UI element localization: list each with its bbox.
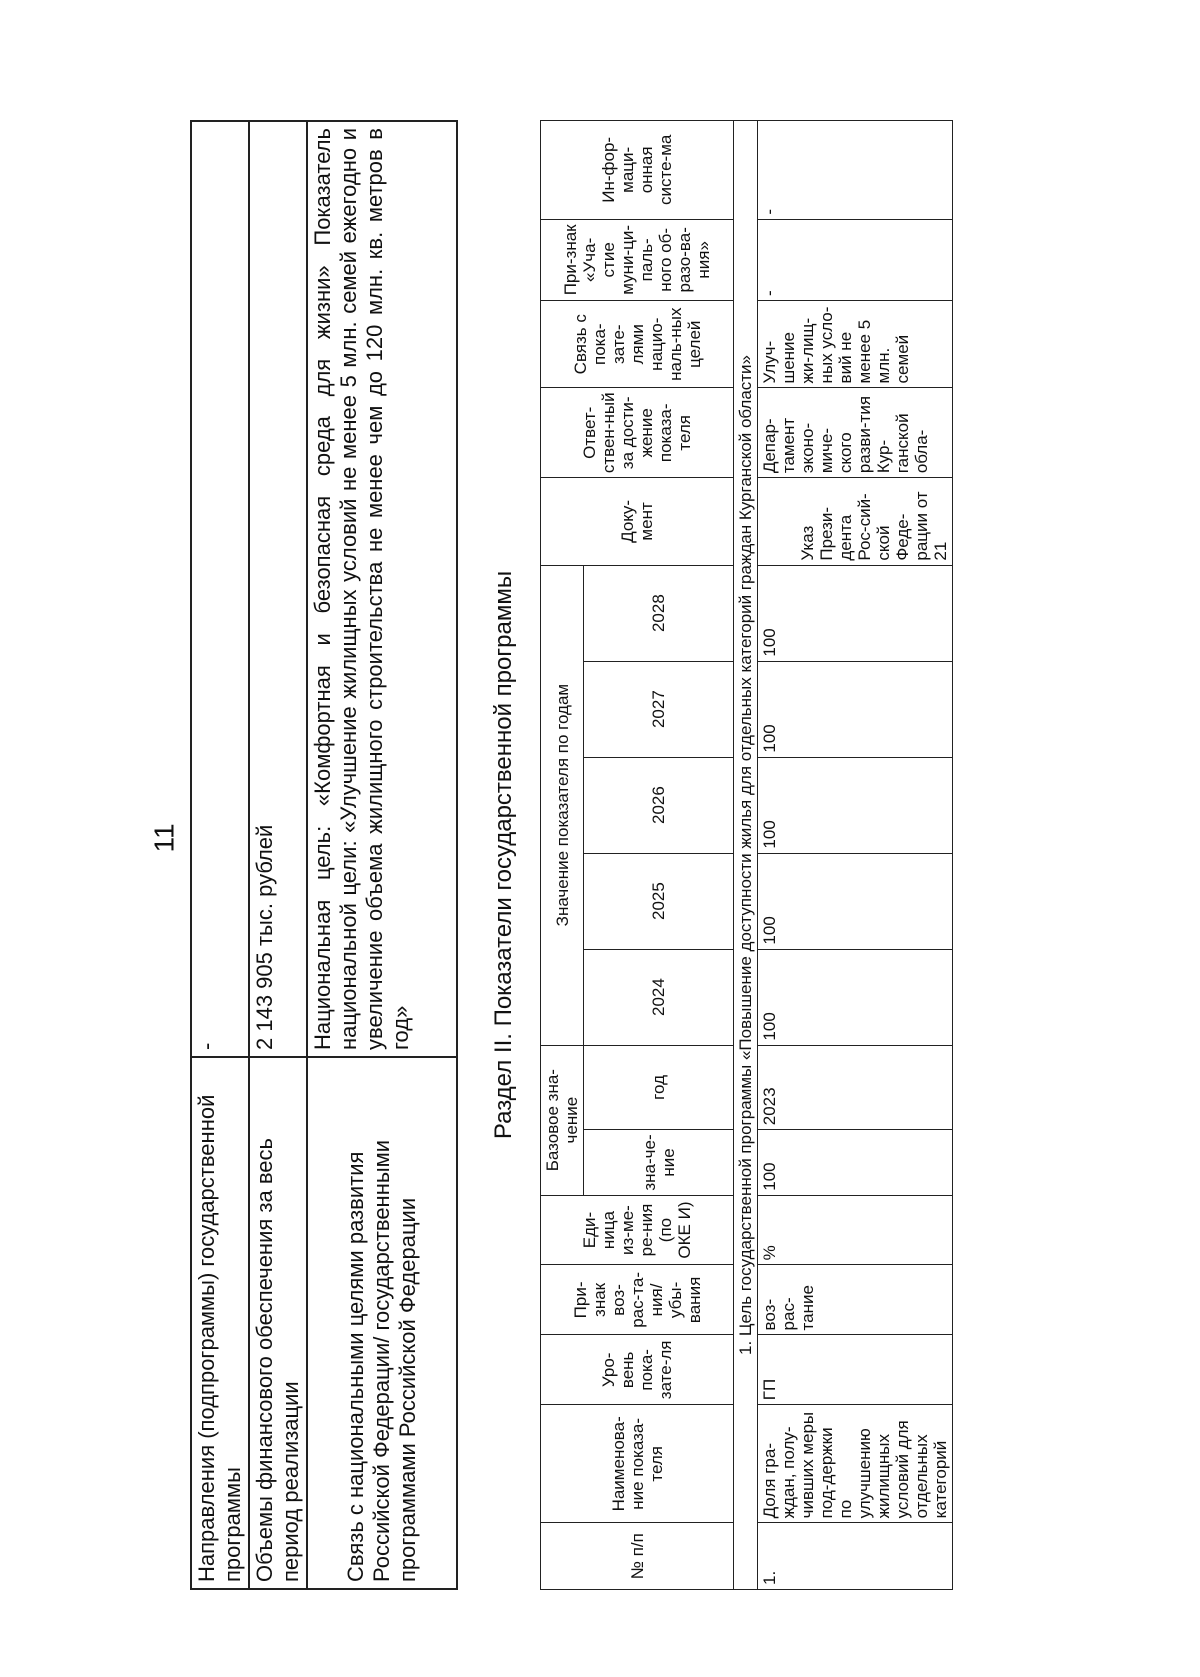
header-document: Доку-мент	[541, 478, 734, 565]
header-year-2025: 2025	[584, 853, 734, 949]
cell-num: 1.	[758, 1523, 953, 1590]
header-responsible: Ответ-ствен-ный за дости-жение показа-теля	[541, 388, 734, 478]
passport-table	[190, 120, 458, 1590]
header-unit: Еди-ница из-ме-ре-ния (по ОКЕ И)	[541, 1195, 734, 1265]
passport-label: Направления (подпрограммы) государственной программы	[191, 1057, 249, 1589]
table-row	[307, 121, 457, 1589]
page-number: 11	[148, 823, 180, 853]
header-num: № п/п	[541, 1523, 734, 1590]
rotated-content	[190, 120, 950, 1590]
header-info-system: Ин-фор-маци-онная систе-ма	[541, 121, 734, 220]
header-level: Уро-вень пока-зате-ля	[541, 1335, 734, 1405]
cell-unit: %	[758, 1195, 953, 1265]
table-row	[758, 121, 953, 1590]
table-row	[191, 121, 249, 1589]
goal-row	[734, 121, 758, 1590]
header-base: Базовое зна-чение	[541, 1045, 584, 1195]
cell-document: Указ Прези-дента Рос-сий-ской Феде-рации от 21	[758, 478, 953, 565]
section-title: Раздел II. Показатели государственной программы	[490, 570, 517, 1140]
passport-label: Связь с национальными целями развития Российской Федерации/ государственными программами Российской Федерации	[307, 1057, 457, 1589]
cell-name: Доля гра-ждан, полу-чивших меры под-держки по улучшению жилищных условий для отдельных категорий	[758, 1405, 953, 1523]
table-header-row	[541, 121, 584, 1590]
cell-value-2026: 100	[758, 757, 953, 853]
cell-trend: воз-рас-тание	[758, 1265, 953, 1335]
cell-link: Улуч-шение жи-лищ-ных усло-вий не менее 5 млн. семей	[758, 300, 953, 387]
indicators-table	[540, 120, 953, 1590]
header-trend: При-знак воз-рас-та-ния/ убы-вания	[541, 1265, 734, 1335]
cell-base-year: 2023	[758, 1045, 953, 1130]
cell-level: ГП	[758, 1335, 953, 1405]
header-link: Связь с пока-зате-лями нацио-наль-ных целей	[541, 300, 734, 387]
passport-value: 2 143 905 тыс. рублей	[249, 121, 307, 1057]
header-year-2026: 2026	[584, 757, 734, 853]
cell-base-value: 100	[758, 1130, 953, 1196]
header-name: Наименова-ние показа-теля	[541, 1405, 734, 1523]
cell-municipal: -	[758, 219, 953, 300]
header-values-by-year: Значение показателя по годам	[541, 565, 584, 1045]
cell-value-2027: 100	[758, 661, 953, 757]
table-row	[249, 121, 307, 1589]
goal-text: 1. Цель государственной программы «Повышение доступности жилья для отдельных категорий граждан Курганской области»	[734, 121, 758, 1590]
header-base-year: год	[584, 1045, 734, 1130]
passport-value: -	[191, 121, 249, 1057]
passport-label: Объемы финансового обеспечения за весь период реализации	[249, 1057, 307, 1589]
header-year-2028: 2028	[584, 565, 734, 661]
header-municipal: При-знак «Уча-стие муни-ци-паль-ного об-разо-ва-ния»	[541, 219, 734, 300]
cell-responsible: Депар-тамент эконо-миче-ского разви-тия Кур-ганской обла-	[758, 388, 953, 478]
header-base-value: зна-че-ние	[584, 1130, 734, 1196]
cell-info-system: -	[758, 121, 953, 220]
header-year-2024: 2024	[584, 949, 734, 1045]
passport-value: Национальная цель: «Комфортная и безопасная среда для жизни» Показатель национальной цели: «Улучшение жилищных условий не менее 5 млн. семей ежегодно и увеличение объема жилищного строительства не менее чем до 120 млн. кв. метров в год»	[307, 121, 457, 1057]
cell-value-2028: 100	[758, 565, 953, 661]
cell-value-2025: 100	[758, 853, 953, 949]
cell-value-2024: 100	[758, 949, 953, 1045]
header-year-2027: 2027	[584, 661, 734, 757]
